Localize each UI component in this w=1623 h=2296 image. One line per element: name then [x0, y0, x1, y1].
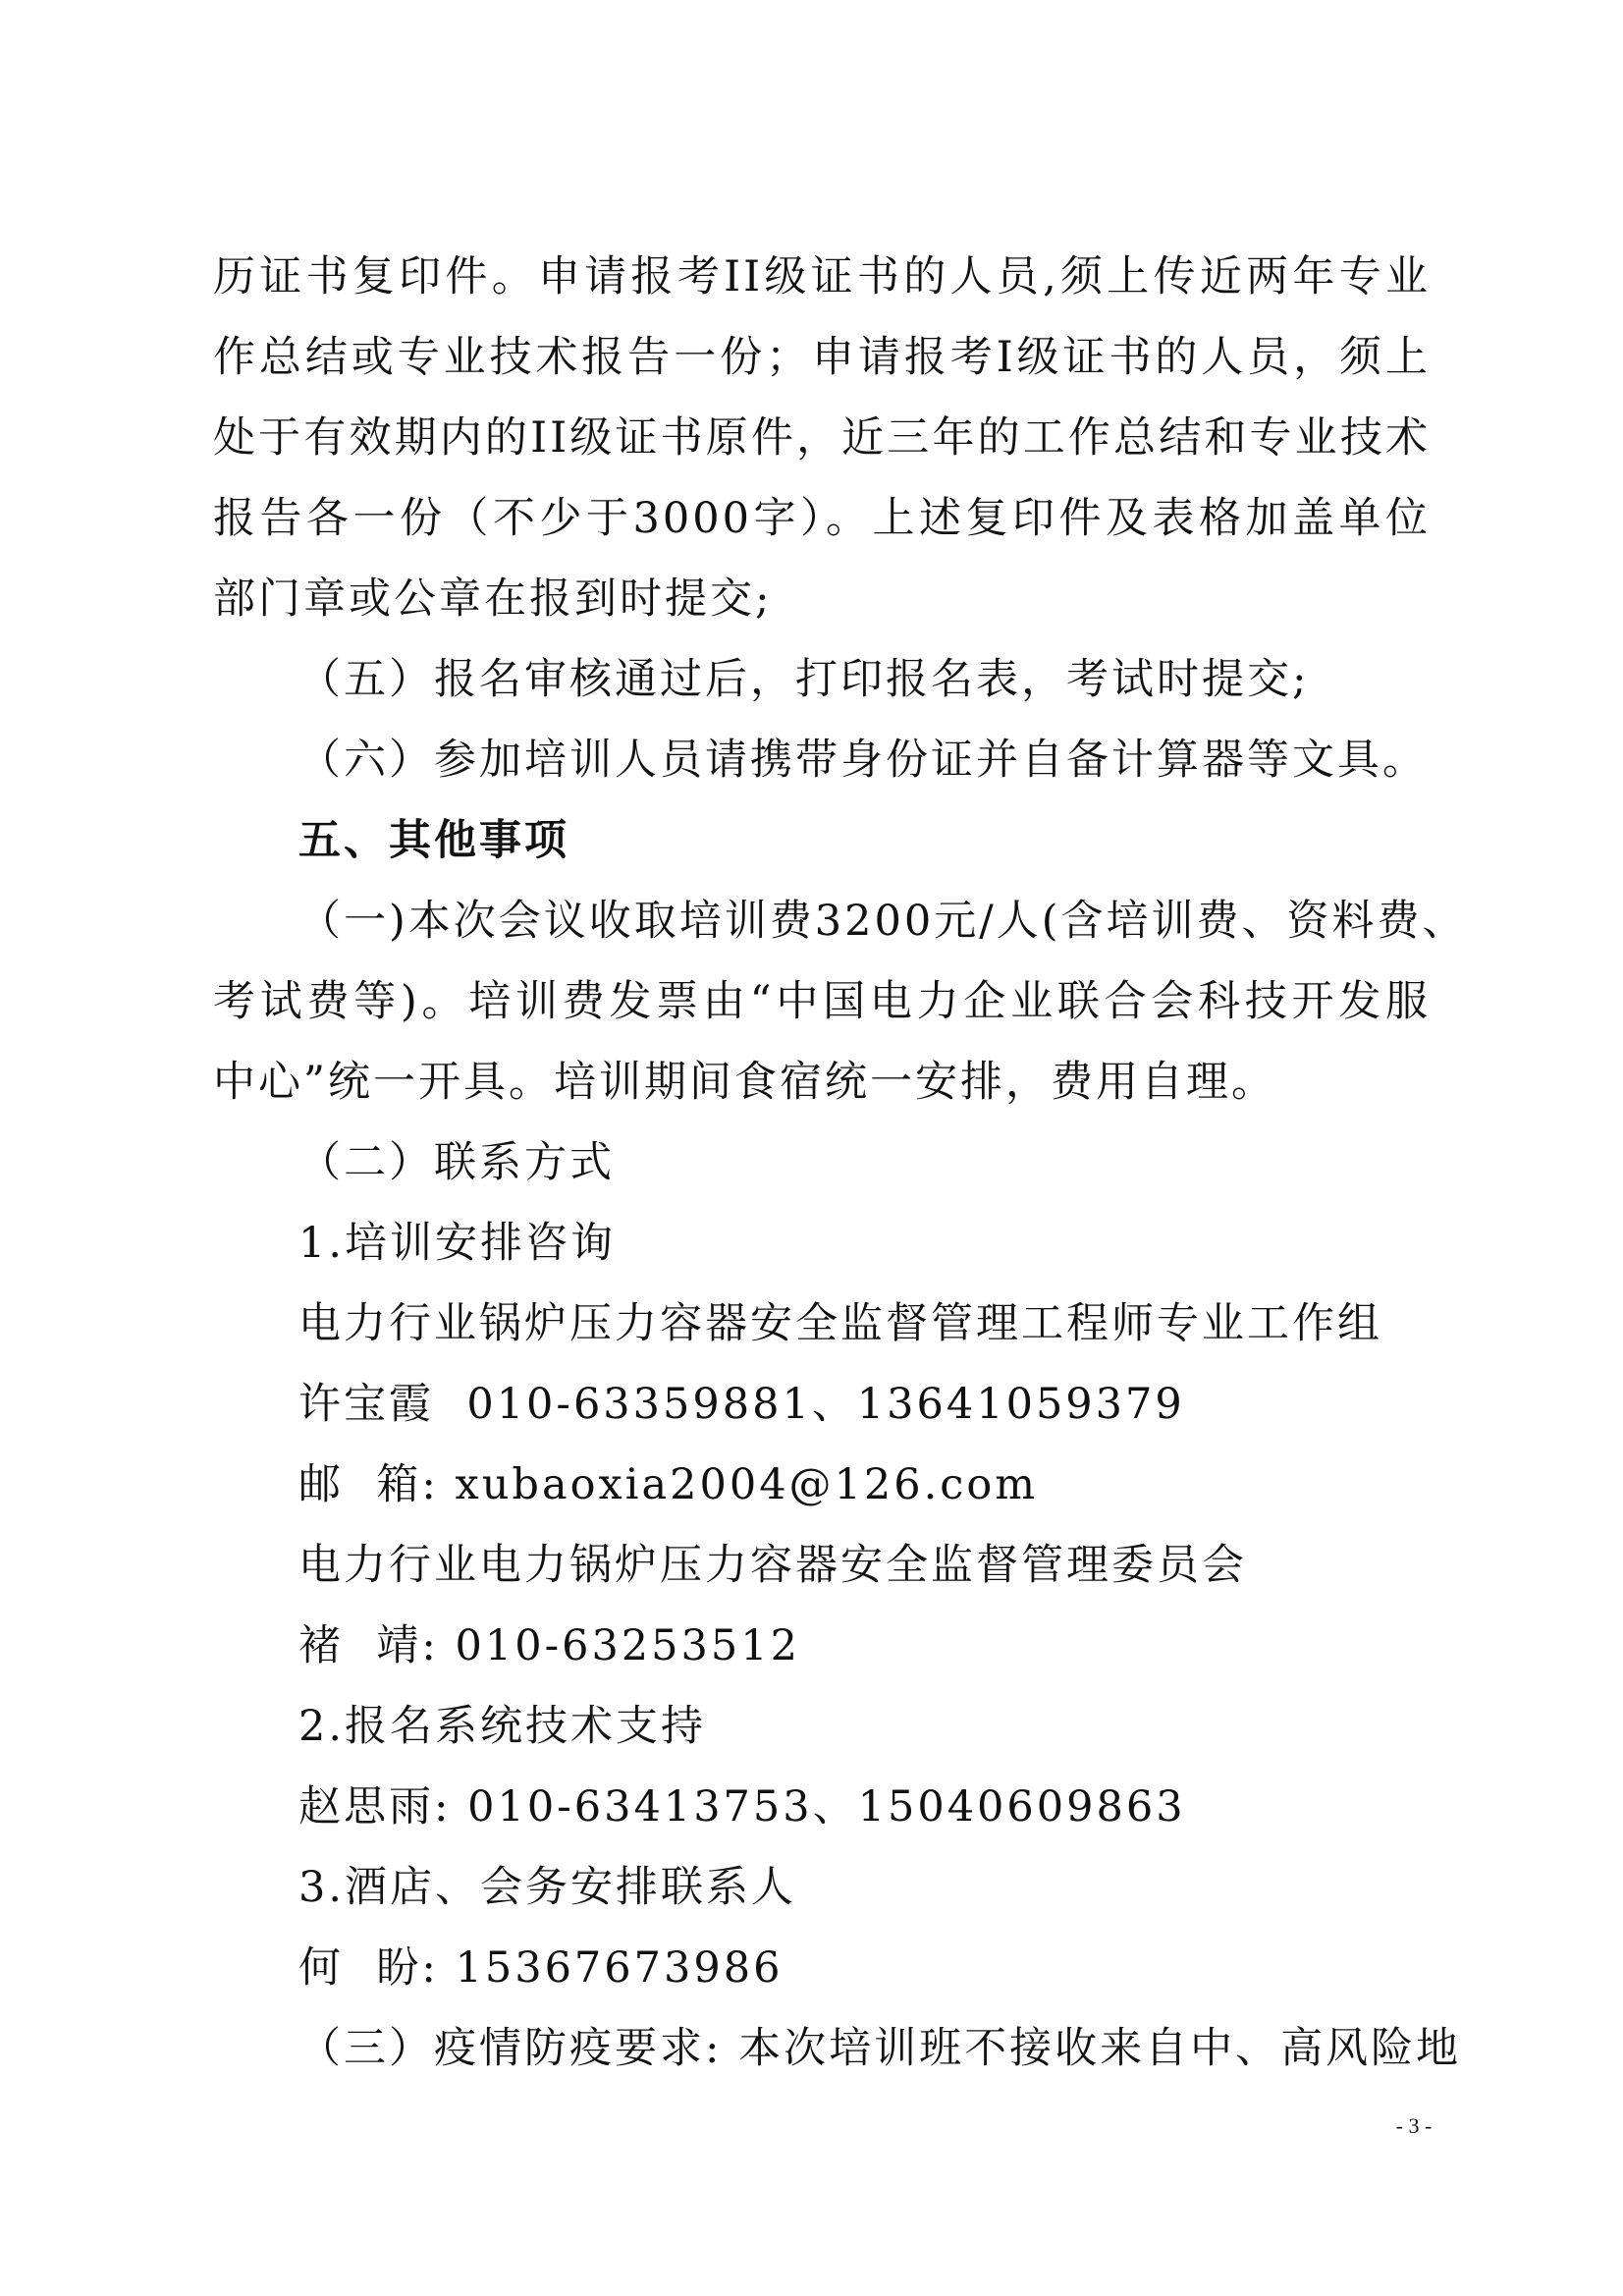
item-three-epidemic: （三）疫情防疫要求: 本次培训班不接收来自中、高风险地	[298, 2024, 1462, 2073]
item-five: （五）报名审核通过后，打印报名表，考试时提交;	[298, 655, 1310, 704]
contact-email: 邮 箱: xubaoxia2004@126.com	[298, 1460, 1039, 1509]
contact-tech-support: 2.报名系统技术支持	[298, 1702, 707, 1751]
contact-hotel-arrangement: 3.酒店、会务安排联系人	[298, 1863, 797, 1912]
contact-training-consult: 1.培训安排咨询	[298, 1219, 617, 1268]
contact-chu-jing: 褚 靖: 010-63253512	[298, 1621, 800, 1670]
fee-line-2: 考试费等)。培训费发票由“中国电力企业联合会科技开发服	[213, 977, 1431, 1026]
contact-committee: 电力行业电力锅炉压力容器安全监督管理委员会	[298, 1541, 1247, 1590]
item-one-fee: （一)本次会议收取培训费3200元/人(含培训费、资料费、	[298, 897, 1468, 946]
section-heading-other-matters: 五、其他事项	[298, 816, 569, 865]
item-two-contact: （二）联系方式	[298, 1138, 615, 1187]
paragraph-line-1: 历证书复印件。申请报考II级证书的人员,须上传近两年专业	[213, 252, 1431, 301]
contact-xu-baoxia: 许宝霞 010-63359881、13641059379	[298, 1380, 1185, 1429]
paragraph-line-5: 部门章或公章在报到时提交;	[213, 574, 773, 624]
contact-zhao-siyu: 赵思雨: 010-63413753、15040609863	[298, 1782, 1186, 1831]
contact-he-pan: 何 盼: 15367673986	[298, 1943, 784, 1993]
item-six: （六）参加培训人员请携带身份证并自备计算器等文具。	[298, 736, 1428, 785]
fee-line-3: 中心”统一开具。培训期间食宿统一安排，费用自理。	[213, 1058, 1276, 1107]
paragraph-line-3: 处于有效期内的II级证书原件，近三年的工作总结和专业技术	[213, 413, 1431, 463]
page-number: - 3 -	[1395, 2113, 1433, 2138]
paragraph-line-4: 报告各一份（不少于3000字）。上述复印件及表格加盖单位	[213, 494, 1431, 543]
contact-working-group: 电力行业锅炉压力容器安全监督管理工程师专业工作组	[298, 1299, 1382, 1348]
paragraph-line-2: 作总结或专业技术报告一份；申请报考I级证书的人员，须上	[213, 333, 1431, 382]
